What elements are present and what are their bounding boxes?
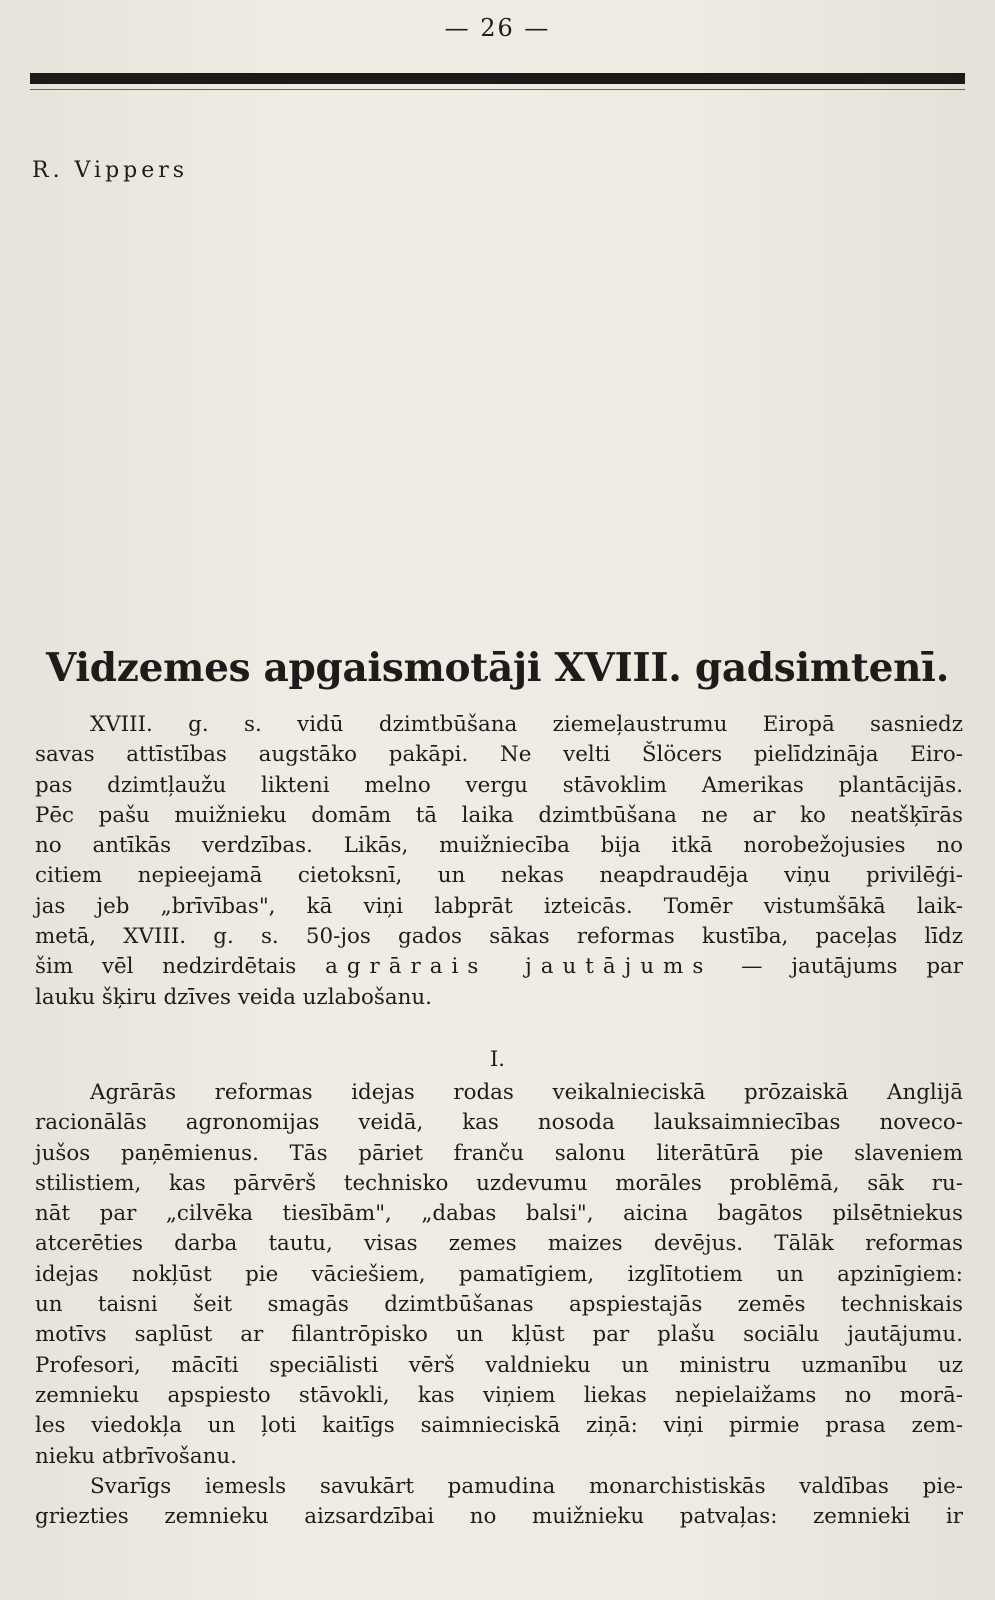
text-line: zemnieku apspiesto stāvokli, kas viņiem liekas nepielaižams no morā- (35, 1382, 963, 1408)
text-line: racionālās agronomijas veidā, kas nosoda lauksaimniecības noveco- (35, 1110, 963, 1136)
text-line: griezties zemnieku aizsardzībai no muižnieku patvaļas: zemnieki ir (35, 1504, 963, 1530)
text-line: nāt par „cilvēka tiesībām", „dabas balsi", aicina bagātos pilsētniekus (35, 1201, 963, 1227)
text-line: jas jeb „brīvības", kā viņi labprāt izteicās. Tomēr vistumšākā laik- (35, 893, 963, 919)
page-number: — 26 — (444, 14, 551, 42)
header-rule (30, 73, 965, 84)
text-segment: šim vēl nedzirdētais (35, 954, 297, 980)
text-line-with-emphasis (35, 952, 963, 982)
text-line: Svarīgs iemesls savukārt pamudina monarchistiskās valdības pie- (90, 1474, 963, 1499)
text-line: Pēc pašu muižnieku domām tā laika dzimtbūšana ne ar ko neatšķīrās (35, 802, 963, 828)
text-line: metā, XVIII. g. s. 50-jos gados sākas reformas kustība, paceļas līdz (35, 924, 963, 950)
text-line: lauku šķiru dzīves veida uzlabošanu. (35, 984, 432, 1010)
text-line: Agrārās reformas idejas rodas veikalnieciskā prōzaiskā Anglijā (90, 1080, 963, 1105)
paragraph-2 (35, 1078, 963, 1472)
text-line: no antīkās verdzības. Likās, muižniecība bija itkā norobežojusies no (35, 833, 963, 859)
text-line: pas dzimtļaužu likteni melno vergu stāvoklim Amerikas plantācijās. (35, 772, 963, 798)
text-line: un taisni šeit smagās dzimtbūšanas apspiestajās zemēs techniskais (35, 1292, 963, 1318)
text-line: jušos paņēmienus. Tās pāriet franču salonu literātūrā pie slaveniem (35, 1140, 963, 1166)
text-line: savas attīstības augstāko pakāpi. Ne velti Šlöcers pielīdzināja Eiro- (35, 742, 963, 768)
text-line: nieku atbrīvošanu. (35, 1443, 237, 1469)
text-line: XVIII. g. s. vidū dzimtbūšana ziemeļaustrumu Eiropā sasniedz (90, 712, 963, 737)
emphasis-spaced-term: agrārais jautājums (325, 954, 713, 980)
text-line: idejas nokļūst pie vāciešiem, pamatīgiem, izglītotiem un apzinīgiem: (35, 1261, 963, 1287)
text-line: atcerēties darba tautu, visas zemes maizes devējus. Tālāk reformas (35, 1231, 963, 1257)
paragraph-1 (35, 710, 963, 1013)
header-rule-thin (30, 89, 965, 90)
text-line: Profesori, mācīti speciālisti vērš valdnieku un ministru uzmanību uz (35, 1352, 963, 1378)
text-line: les viedokļa un ļoti kaitīgs saimnieciskā ziņā: viņi pirmie prasa zem- (35, 1413, 963, 1439)
author-name: R. Vippers (32, 158, 189, 183)
text-line: citiem nepieejamā cietoksnī, un nekas neapdraudēja viņu privilēģi- (35, 863, 963, 889)
text-line: stilistiem, kas pārvērš technisko uzdevumu morāles problēmā, sāk ru- (35, 1170, 963, 1196)
paragraph-3 (35, 1472, 963, 1533)
text-segment: — jautājums par (741, 954, 963, 980)
article-title: Vidzemes apgaismotāji XVIII. gadsimtenī. (46, 645, 949, 691)
text-line: motīvs saplūst ar filantrōpisko un kļūst par plašu sociālu jautājumu. (35, 1322, 963, 1348)
section-heading: I. (490, 1047, 505, 1071)
